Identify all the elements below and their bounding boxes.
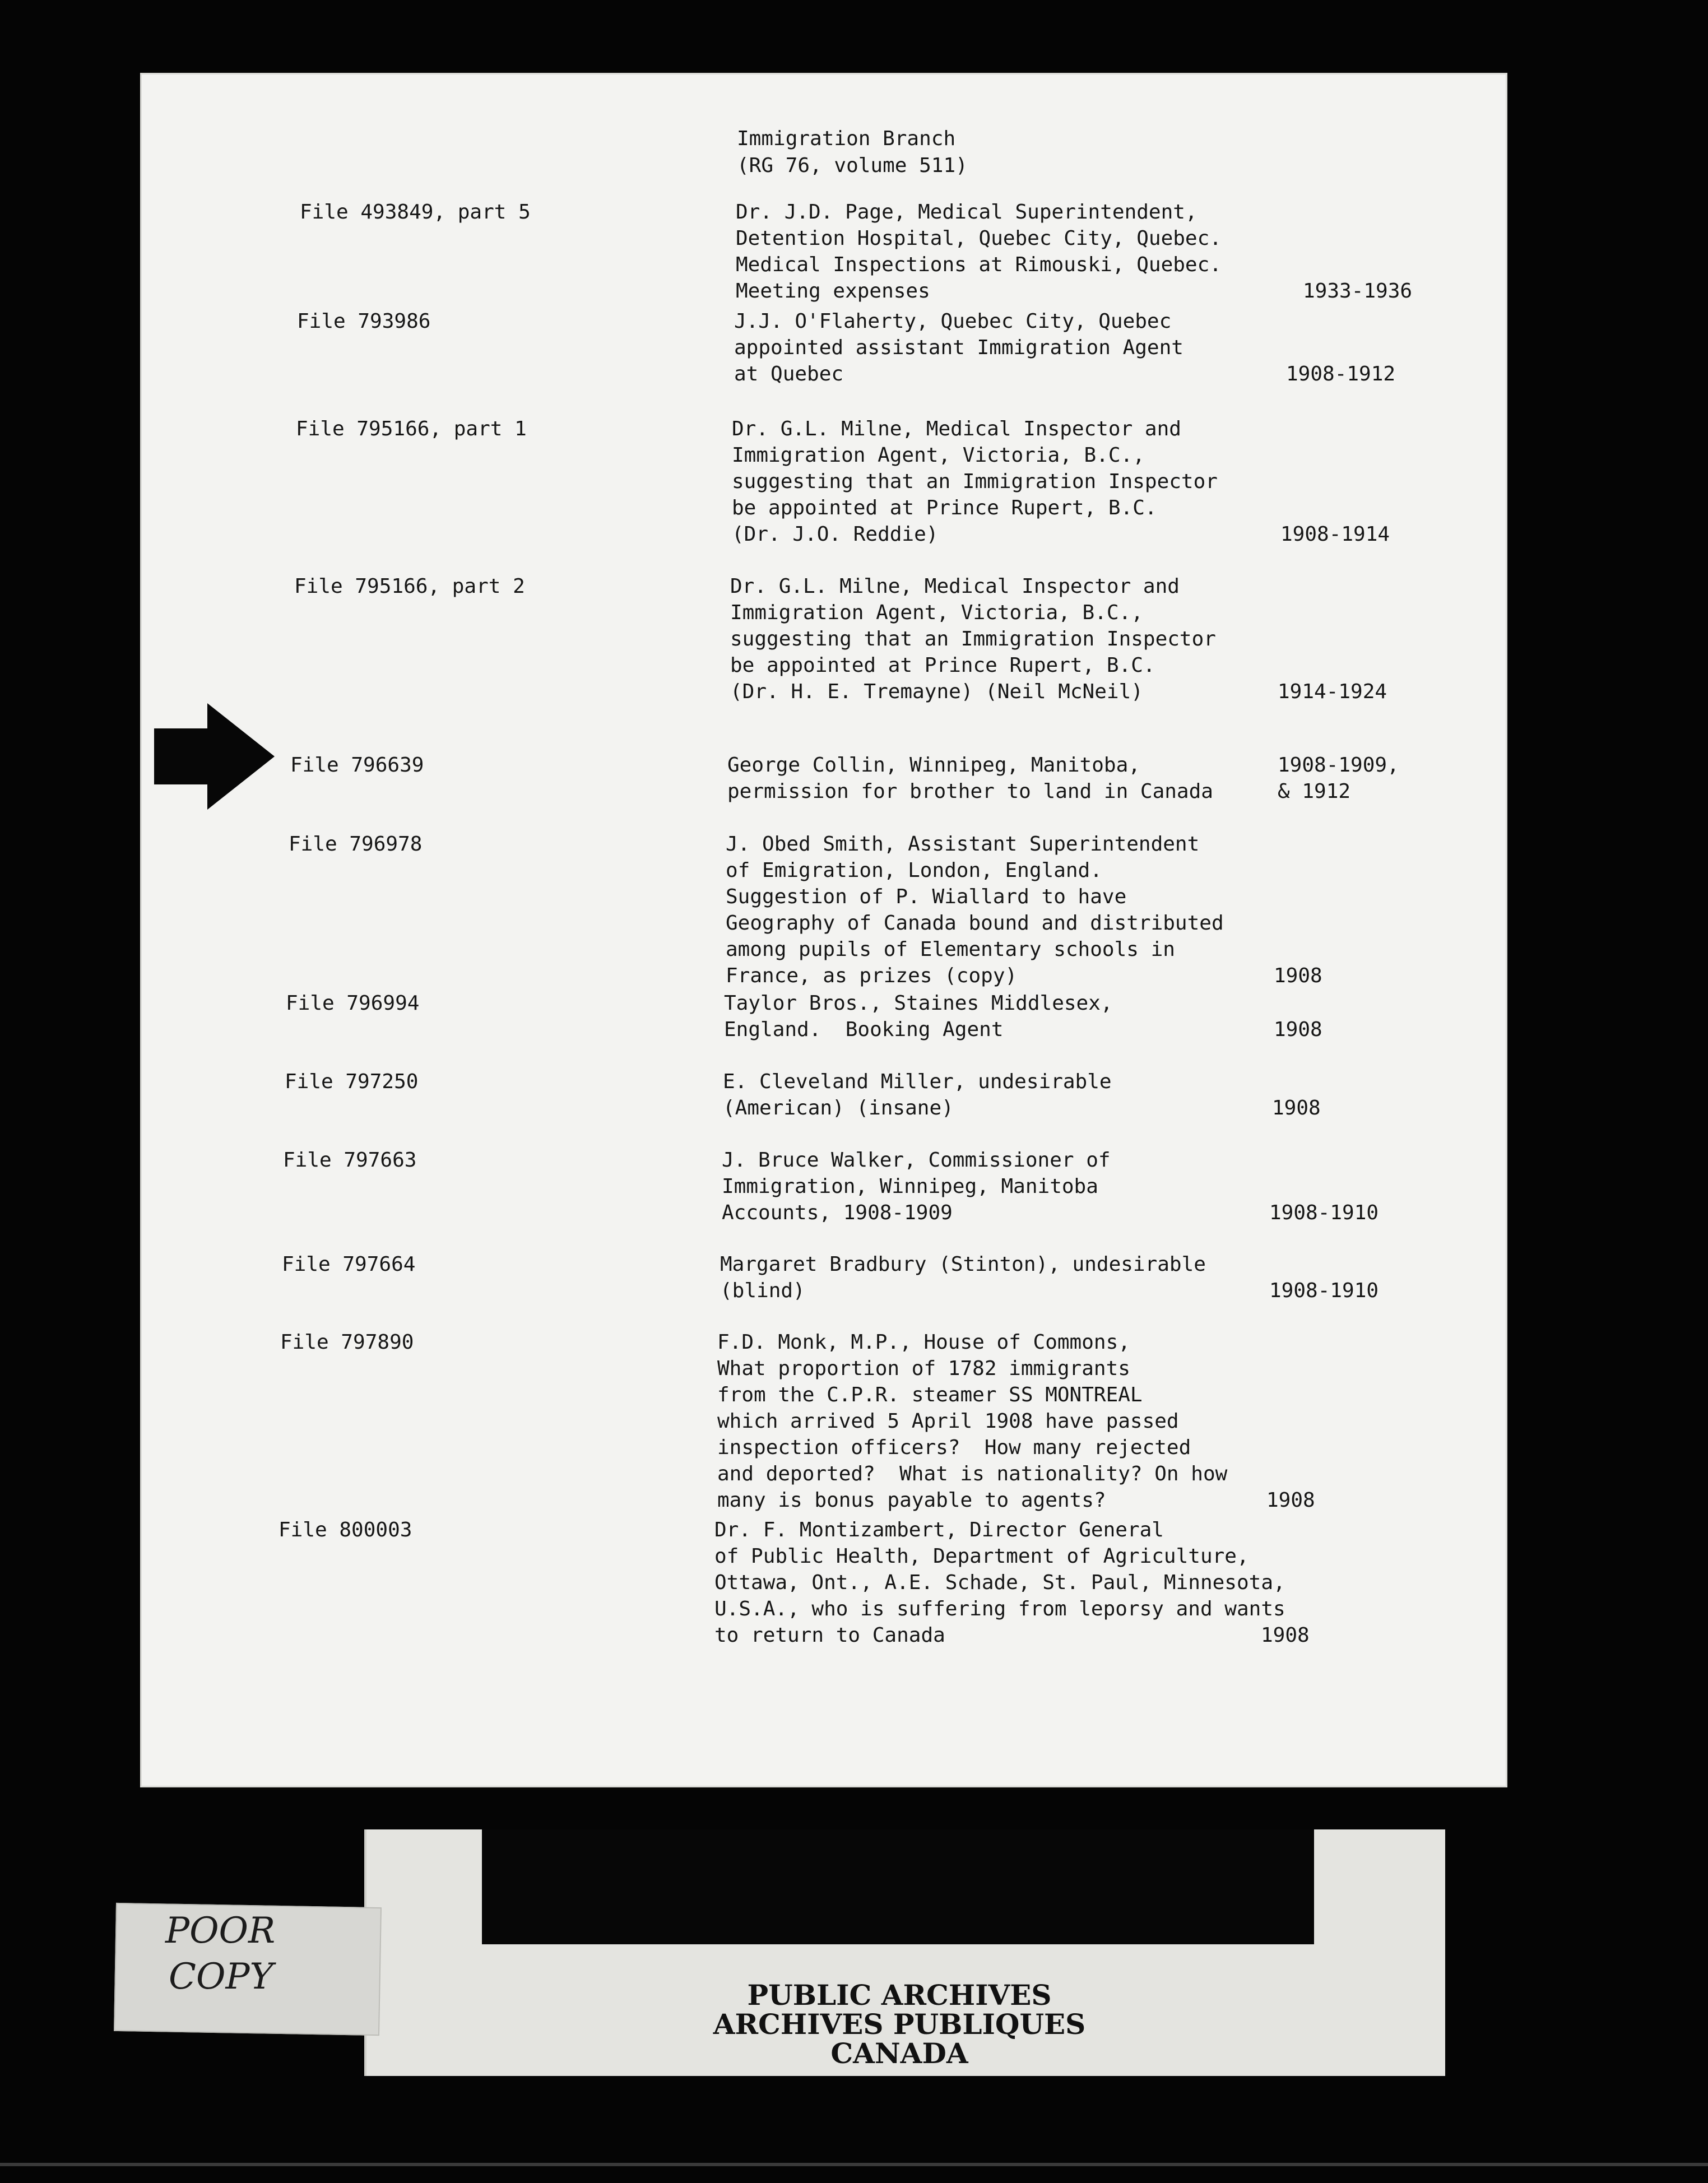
description-line: J.J. O'Flaherty, Quebec City, Quebec: [734, 310, 1172, 333]
date-line: 1908: [1274, 1018, 1322, 1041]
description-line: Accounts, 1908-1909: [722, 1201, 953, 1224]
description-line: Immigration Agent, Victoria, B.C.,: [730, 601, 1143, 624]
file-description: [723, 1069, 1112, 1121]
file-description: [727, 752, 1213, 805]
description-line: (Dr. H. E. Tremayne) (Neil McNeil): [730, 680, 1143, 703]
file-number: File 795166, part 1: [296, 417, 527, 440]
description-line: permission for brother to land in Canada: [727, 780, 1213, 803]
description-line: E. Cleveland Miller, undesirable: [723, 1070, 1112, 1093]
description-line: among pupils of Elementary schools in: [726, 938, 1175, 961]
description-line: (blind): [720, 1279, 805, 1302]
description-line: Medical Inspections at Rimouski, Quebec.: [736, 253, 1222, 276]
description-line: from the C.P.R. steamer SS MONTREAL: [717, 1383, 1143, 1406]
date-line: 1908-1909,: [1278, 754, 1399, 777]
handwritten-line-1: POOR: [165, 1910, 276, 1952]
date-line: 1908: [1274, 964, 1322, 987]
date-range: [1280, 521, 1390, 547]
description-line: of Emigration, London, England.: [726, 859, 1102, 882]
description-line: be appointed at Prince Rupert, B.C.: [730, 654, 1155, 677]
document-page: [140, 73, 1507, 1787]
file-number: File 796639: [290, 754, 424, 777]
description-line: U.S.A., who is suffering from leporsy and wants: [714, 1597, 1285, 1620]
description-line: Dr. G.L. Milne, Medical Inspector and: [730, 575, 1180, 598]
date-line: 1914-1924: [1278, 680, 1387, 703]
archives-stamp: [686, 1978, 1112, 2070]
description-line: (American) (insane): [723, 1097, 954, 1120]
file-number: File 800003: [279, 1518, 412, 1541]
file-description: [714, 1517, 1285, 1648]
date-line: 1908: [1272, 1097, 1321, 1120]
date-range: [1274, 963, 1322, 989]
stamp-line-1: PUBLIC ARCHIVES: [747, 1978, 1052, 2012]
description-line: inspection officers? How many rejected: [717, 1436, 1191, 1459]
date-range: [1266, 1487, 1315, 1513]
description-line: What proportion of 1782 immigrants: [717, 1357, 1130, 1380]
description-line: Dr. F. Montizambert, Director General: [714, 1518, 1164, 1541]
date-line: & 1912: [1278, 780, 1351, 803]
description-line: Immigration, Winnipeg, Manitoba: [722, 1175, 1098, 1198]
date-range: [1269, 1278, 1379, 1304]
description-line: and deported? What is nationality? On how: [717, 1462, 1228, 1485]
description-line: Dr. J.D. Page, Medical Superintendent,: [736, 201, 1198, 224]
description-line: be appointed at Prince Rupert, B.C.: [732, 496, 1157, 519]
file-description: [724, 990, 1113, 1043]
description-line: Meeting expenses: [736, 280, 930, 303]
date-line: 1908-1914: [1280, 523, 1390, 546]
description-line: suggesting that an Immigration Inspector: [732, 470, 1218, 493]
description-line: of Public Health, Department of Agriculture,: [714, 1545, 1249, 1568]
description-line: England. Booking Agent: [724, 1018, 1004, 1041]
description-line: France, as prizes (copy): [726, 964, 1018, 987]
film-edge: [0, 2163, 1708, 2166]
description-line: Suggestion of P. Wiallard to have: [726, 885, 1127, 908]
date-line: 1908: [1261, 1624, 1310, 1647]
file-description: [726, 831, 1224, 989]
description-line: Detention Hospital, Quebec City, Quebec.: [736, 227, 1222, 250]
description-line: which arrived 5 April 1908 have passed: [717, 1410, 1179, 1433]
document-header: [737, 126, 968, 179]
stamp-line-3: CANADA: [830, 2037, 968, 2070]
handwritten-line-2: COPY: [169, 1956, 273, 1998]
date-range: [1278, 752, 1399, 805]
header-subtitle: (RG 76, volume 511): [737, 154, 968, 177]
description-line: Geography of Canada bound and distributed: [726, 912, 1224, 935]
date-line: 1908-1910: [1269, 1279, 1379, 1302]
file-number: File 797663: [283, 1149, 417, 1172]
file-number: File 797664: [282, 1253, 416, 1276]
description-line: Margaret Bradbury (Stinton), undesirable: [720, 1253, 1206, 1276]
description-line: J. Bruce Walker, Commissioner of: [722, 1149, 1111, 1172]
date-line: 1933-1936: [1303, 280, 1413, 303]
description-line: Taylor Bros., Staines Middlesex,: [724, 992, 1113, 1015]
description-line: Dr. G.L. Milne, Medical Inspector and: [732, 417, 1181, 440]
date-line: 1908: [1266, 1489, 1315, 1512]
file-description: [730, 573, 1216, 705]
file-number: File 793986: [297, 310, 431, 333]
file-description: [717, 1329, 1227, 1513]
file-number: File 796994: [286, 992, 420, 1015]
date-line: 1908-1910: [1269, 1201, 1379, 1224]
date-line: 1908-1912: [1286, 363, 1396, 385]
file-description: [722, 1147, 1111, 1226]
file-number: File 796978: [289, 833, 423, 856]
handwritten-note: [165, 1908, 275, 2000]
file-description: [736, 199, 1222, 304]
description-line: Immigration Agent, Victoria, B.C.,: [732, 444, 1145, 467]
description-line: George Collin, Winnipeg, Manitoba,: [727, 754, 1140, 777]
description-line: suggesting that an Immigration Inspector: [730, 628, 1216, 651]
description-line: appointed assistant Immigration Agent: [734, 336, 1183, 359]
description-line: at Quebec: [734, 363, 844, 385]
date-range: [1272, 1095, 1321, 1121]
file-description: [720, 1251, 1206, 1304]
description-line: Ottawa, Ont., A.E. Schade, St. Paul, Minnesota,: [714, 1571, 1285, 1594]
file-description: [734, 308, 1183, 387]
description-line: F.D. Monk, M.P., House of Commons,: [717, 1331, 1130, 1354]
date-range: [1261, 1622, 1310, 1648]
date-range: [1274, 1016, 1322, 1043]
file-description: [732, 416, 1218, 547]
film-frame-window: [482, 1829, 1314, 1944]
file-number: File 797890: [280, 1331, 414, 1354]
pointer-arrow-icon: [154, 703, 275, 810]
date-range: [1286, 361, 1395, 387]
description-line: to return to Canada: [714, 1624, 945, 1647]
header-title: Immigration Branch: [737, 127, 956, 150]
description-line: J. Obed Smith, Assistant Superintendent: [726, 833, 1200, 856]
file-number: File 493849, part 5: [300, 201, 531, 224]
file-number: File 797250: [285, 1070, 419, 1093]
description-line: (Dr. J.O. Reddie): [732, 523, 939, 546]
file-number: File 795166, part 2: [294, 575, 525, 598]
date-range: [1278, 679, 1387, 705]
stamp-line-2: ARCHIVES PUBLIQUES: [713, 2008, 1086, 2041]
date-range: [1269, 1200, 1379, 1226]
description-line: many is bonus payable to agents?: [717, 1489, 1106, 1512]
date-range: [1303, 278, 1412, 304]
